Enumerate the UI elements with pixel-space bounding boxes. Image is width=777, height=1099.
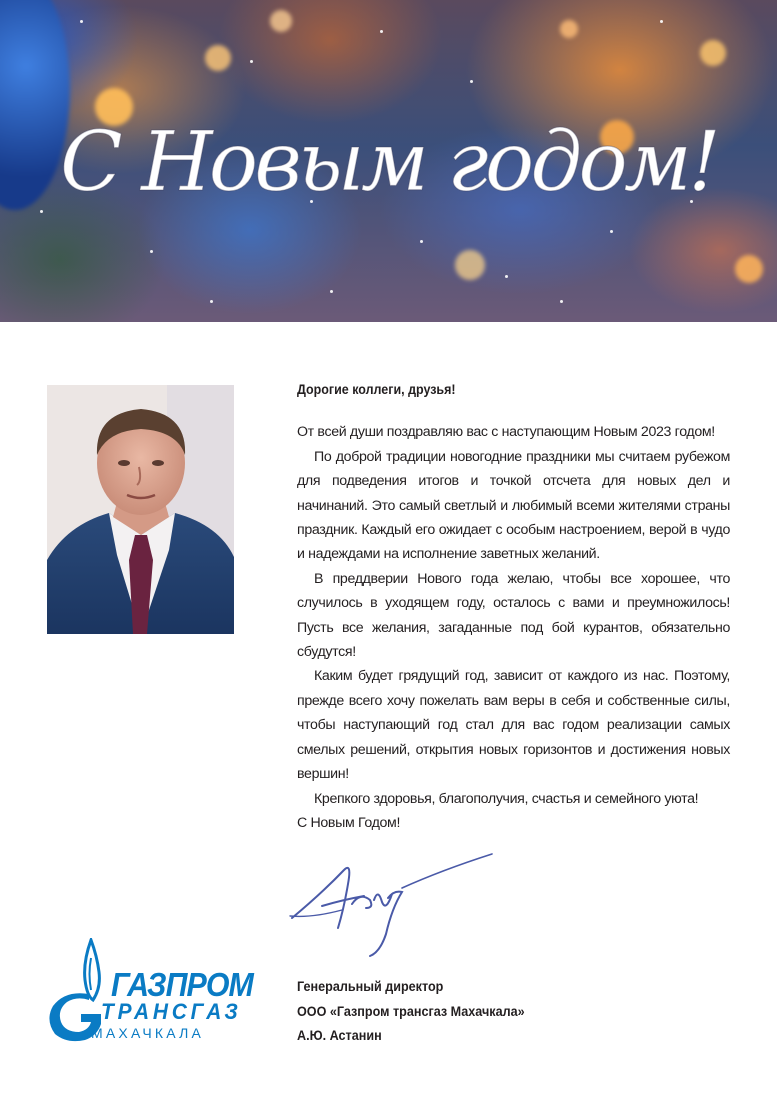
- letter-paragraph: От всей души поздравляю вас с наступающим Новым 2023 годом!: [297, 424, 715, 441]
- letter-paragraph: Крепкого здоровья, благополучия, счастья и семейного уюта!: [314, 790, 699, 807]
- signatory-block: [297, 974, 550, 1048]
- letter-paragraph: С Новым Годом!: [297, 814, 401, 831]
- signatory-company: ООО «Газпром трансгаз Махачкала»: [297, 1002, 525, 1019]
- logo-word-transgaz: ТРАНСГАЗ: [101, 999, 242, 1024]
- header-banner: [0, 0, 777, 322]
- logo-word-makhachkala: МАХАЧКАЛА: [91, 1025, 205, 1041]
- letter-paragraph: Каким будет грядущий год, зависит от каждого из нас. Поэтому, прежде всего хочу пожелать вам веры в себя и собственные силы, чтобы наступающий год стал для вас годом реализации самых смелых решений, открытия новых горизонтов и достижения новых вершин!: [297, 668, 730, 783]
- handwritten-signature: [282, 848, 502, 963]
- portrait-photo: [47, 385, 234, 634]
- logo-word-gazprom: ГАЗПРОМ: [111, 966, 253, 1003]
- svg-text:С Новым годом!: С Новым годом!: [60, 115, 720, 210]
- gazprom-logo: [45, 938, 253, 1043]
- letter-paragraph: В преддверии Нового года желаю, чтобы все хорошее, что случилось в уходящем году, осталось с вами и преумножилось! Пусть все желания, загаданные под бой курантов, обязательно сбудутся!: [297, 570, 730, 661]
- portrait-icon: [47, 385, 234, 634]
- signatory-name: А.Ю. Астанин: [297, 1027, 382, 1043]
- letter-body: [297, 378, 730, 835]
- letter-greeting: Дорогие коллеги, друзья!: [297, 382, 456, 398]
- letter-paragraph: По доброй традиции новогодние праздники мы считаем рубежом для подведения итогов и точкой отсчета для новых дел и начинаний. Это самый светлый и любимый всеми жителями страны праздник. Каждый его ожидает с особым настроением, верой в чудо и надеждами на исполнение заветных желаний.: [297, 448, 730, 563]
- signatory-position: Генеральный директор: [297, 978, 444, 994]
- greeting-title: [30, 95, 750, 235]
